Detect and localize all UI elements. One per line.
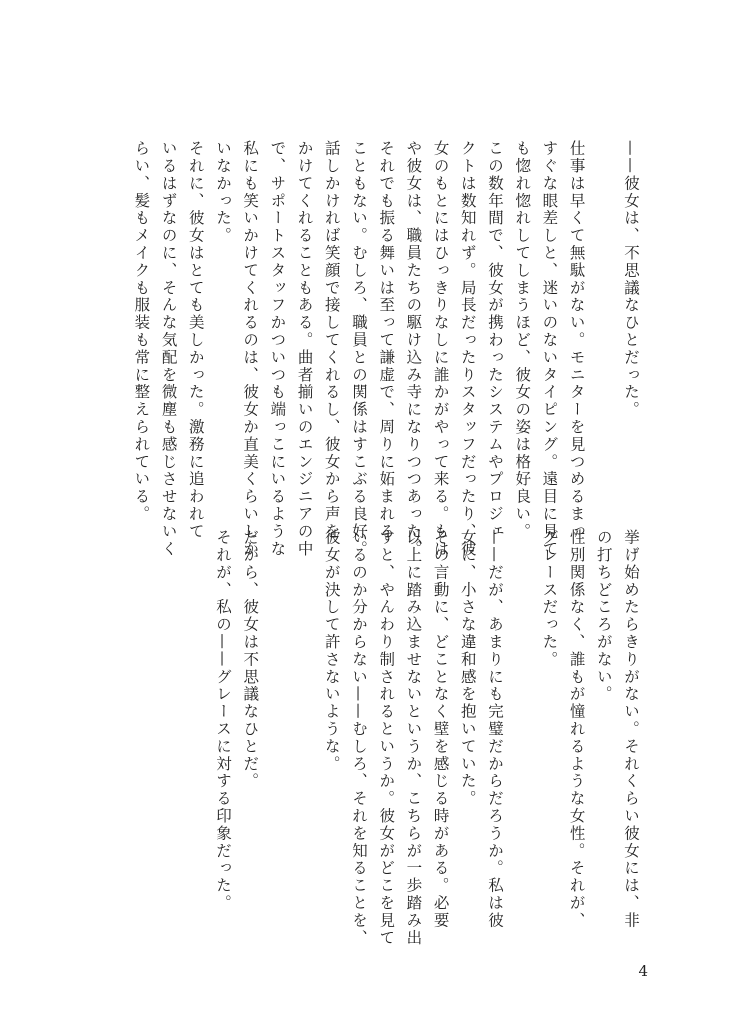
text-line: 彼女が決して許さないような。 <box>322 529 341 773</box>
text-line: ——彼女は、不思議なひとだった。 <box>622 140 640 419</box>
upper-text-block <box>84 140 644 558</box>
text-line: で、サポートスタッフかついつも端っこにいるような <box>268 140 287 558</box>
blank-line <box>263 529 290 959</box>
text-line: いるのか分からない——むしろ、それを知ることを、 <box>349 529 368 947</box>
text-line: クトは数知れず。局長だったりスタッフだったり、彼 <box>458 140 477 558</box>
text-line: かけてくれることもある。曲者揃いのエンジニアの中 <box>295 140 314 558</box>
text-line: すと、やんわり制されるというか。彼女がどこを見て <box>377 529 396 947</box>
text-line: 女に、小さな違和感を抱いていた。 <box>458 529 477 808</box>
text-line: や彼女は、職員たちの駆け込み寺になりつつあった。 <box>404 140 423 558</box>
text-line: も惚れ惚れしてしまうほど、彼女の姿は格好良い。 <box>513 140 532 541</box>
text-line: いるはずなのに、そんな気配を微塵も感じさせないく <box>159 140 178 558</box>
text-line: の打ちどころがない。 <box>594 529 613 703</box>
text-line: 話しかければ笑顔で接してくれるし、彼女から声を <box>322 140 341 541</box>
page-number: 4 <box>638 962 648 980</box>
text-line: それでも振る舞いは至って謙虚で、周りに妬まれる <box>377 140 396 541</box>
text-line: だから、彼女は不思議なひとだ。 <box>241 529 260 790</box>
text-line: こともない。むしろ、職員との関係はすこぶる良好。 <box>349 140 368 558</box>
text-line: 女のもとにはひっきりなしに誰かがやって来る。もは <box>431 140 450 558</box>
blank-line <box>290 529 317 959</box>
text-line: すぐな眼差しと、迷いのないタイピング。遠目に見て <box>540 140 559 558</box>
text-line: 性別関係なく、誰もが憧れるような女性。それが、 <box>567 529 586 930</box>
text-line: ——だが、あまりにも完璧だからだろうか。私は彼 <box>486 529 504 930</box>
text-line: それが、私の——グレースに対する印象だった。 <box>214 529 232 912</box>
text-line: その言動に、どことなく壁を感じる時がある。必要 <box>431 529 450 930</box>
text-line: グレースだった。 <box>540 529 559 669</box>
blank-line <box>590 140 617 500</box>
text-line: 挙げ始めたらきりがない。それくらい彼女には、非 <box>622 529 640 930</box>
text-line: 以上に踏み込ませないというか、こちらが一歩踏み出 <box>404 529 423 947</box>
text-line: それに、彼女はとても美しかった。激務に追われて <box>186 140 205 541</box>
text-line: 仕事は早くて無駄がない。モニターを見つめるまっ <box>567 140 586 541</box>
blank-line <box>508 529 535 959</box>
text-line: いなかった。 <box>213 140 232 245</box>
text-line: この数年間で、彼女が携わったシステムやプロジェ <box>486 140 504 541</box>
lower-text-block <box>84 529 644 959</box>
text-line: 私にも笑いかけてくれるのは、彼女か直美くらいしか <box>241 140 260 558</box>
text-line: らい、髪もメイクも服装も常に整えられている。 <box>132 140 151 523</box>
